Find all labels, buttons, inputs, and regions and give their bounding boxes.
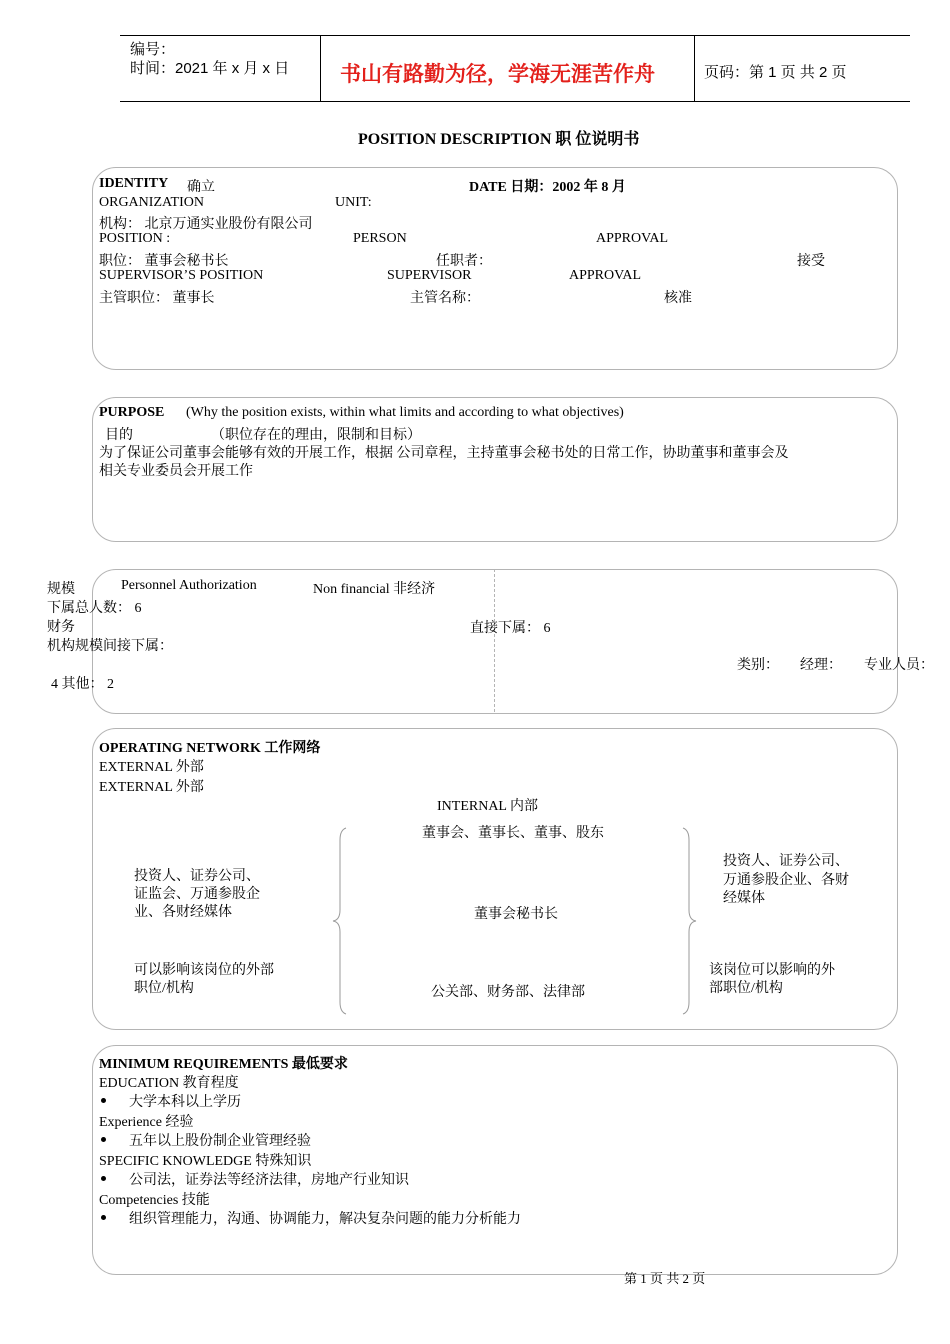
approval-value: 接受 (797, 254, 825, 269)
approval2-value: 核准 (664, 291, 692, 306)
left-bottom-line2: 职位/机构 (134, 981, 194, 996)
internal-center: 董事会秘书长 (474, 907, 558, 922)
requirements-heading: MINIMUM REQUIREMENTS 最低要求 (99, 1057, 348, 1072)
identity-heading-cn: 确立 (187, 180, 215, 195)
header-bottom-rule (120, 101, 910, 102)
right-brace (679, 826, 699, 1016)
identity-heading: IDENTITY (99, 176, 169, 191)
education-bullet (101, 1098, 106, 1103)
internal-label: INTERNAL 内部 (437, 799, 538, 814)
position-value: 职位： 董事会秘书长 (99, 254, 229, 269)
supervisor-position-value: 主管职位： 董事长 (99, 291, 215, 306)
manager-label: 经理： (800, 658, 842, 673)
approval2-label: APPROVAL (569, 268, 642, 283)
education-label: EDUCATION 教育程度 (99, 1076, 239, 1091)
knowledge-item: 公司法，证券法等经济法律，房地产行业知识 (129, 1173, 409, 1188)
unit-label: UNIT: (335, 195, 372, 210)
competencies-label: Competencies 技能 (99, 1193, 210, 1208)
right-bottom-line2: 部职位/机构 (709, 981, 783, 996)
person-value: 任职者： (436, 254, 492, 269)
left-bottom-line1: 可以影响该岗位的外部 (134, 963, 274, 978)
others-label: 4 其他： 2 (51, 677, 114, 692)
position-label: POSITION : (99, 231, 171, 246)
page-footer: 第 1 页 共 2 页 (624, 1271, 706, 1286)
external-label-2: EXTERNAL 外部 (99, 780, 204, 795)
supervisor-position-label: SUPERVISOR’S POSITION (99, 268, 264, 283)
organization-label: ORGANIZATION (99, 195, 204, 210)
competencies-bullet (101, 1215, 106, 1220)
date-label: DATE 日期：2002 年 8 月 (469, 180, 626, 195)
left-brace (330, 826, 350, 1016)
purpose-heading: PURPOSE (99, 405, 165, 420)
experience-item: 五年以上股份制企业管理经验 (129, 1134, 311, 1149)
organization-value: 机构： 北京万通实业股份有限公司 (99, 217, 313, 232)
education-item: 大学本科以上学历 (129, 1095, 241, 1110)
header-divider-left (320, 35, 321, 101)
direct-subordinates: 直接下属： 6 (470, 621, 551, 636)
right-top-line3: 经媒体 (723, 891, 765, 906)
left-top-line3: 业、各财经媒体 (134, 905, 232, 920)
page-info: 页码：第 1 页 共 2 页 (704, 64, 847, 81)
internal-bottom: 公关部、财务部、法律部 (431, 985, 585, 1000)
time-label: 时间：2021 年 x 月 x 日 (130, 60, 290, 77)
person-label: PERSON (353, 231, 407, 246)
personnel-authorization: Personnel Authorization (121, 578, 257, 593)
total-subordinates: 下属总人数： 6 (47, 601, 142, 616)
header-top-rule (120, 35, 910, 36)
purpose-heading-note-cn: （职位存在的理由，限制和目标） (211, 428, 421, 443)
approval-label: APPROVAL (596, 231, 669, 246)
competencies-item: 组织管理能力，沟通、协调能力，解决复杂问题的能力分析能力 (129, 1212, 521, 1227)
right-top-line1: 投资人、证券公司、 (723, 854, 849, 869)
external-label-1: EXTERNAL 外部 (99, 760, 204, 775)
scale-label: 规模 (47, 582, 75, 597)
motto: 书山有路勤为径，学海无涯苦作舟 (340, 63, 655, 86)
purpose-heading-note: (Why the position exists, within what limits and according to what objectives) (186, 405, 624, 420)
supervisor-label: SUPERVISOR (387, 268, 472, 283)
network-heading: OPERATING NETWORK 工作网络 (99, 741, 321, 756)
finance-label: 财务 (47, 620, 75, 635)
knowledge-bullet (101, 1176, 106, 1181)
supervisor-value: 主管名称： (410, 291, 480, 306)
knowledge-label: SPECIFIC KNOWLEDGE 特殊知识 (99, 1154, 312, 1169)
purpose-text-line2: 相关专业委员会开展工作 (99, 464, 253, 479)
number-label: 编号： (130, 41, 176, 58)
non-financial: Non financial 非经济 (313, 582, 436, 597)
right-bottom-line1: 该岗位可以影响的外 (709, 963, 835, 978)
org-scale-indirect: 机构规模间接下属： (47, 639, 173, 654)
experience-bullet (101, 1137, 106, 1142)
purpose-heading-cn: 目的 (105, 428, 133, 443)
left-top-line2: 证监会、万通参股企 (134, 887, 260, 902)
header-divider-right (694, 35, 695, 101)
professional-label: 专业人员： (864, 658, 934, 673)
left-top-line1: 投资人、证券公司、 (134, 869, 260, 884)
scale-divider (494, 569, 495, 712)
experience-label: Experience 经验 (99, 1115, 194, 1130)
internal-top: 董事会、董事长、董事、股东 (422, 826, 604, 841)
purpose-text-line1: 为了保证公司董事会能够有效的开展工作，根据 公司章程，主持董事会秘书处的日常工作，协助董事和董事会及 (99, 446, 789, 461)
right-top-line2: 万通参股企业、各财 (723, 873, 849, 888)
page-title: POSITION DESCRIPTION 职 位说明书 (358, 131, 640, 148)
category-label: 类别： (737, 658, 779, 673)
